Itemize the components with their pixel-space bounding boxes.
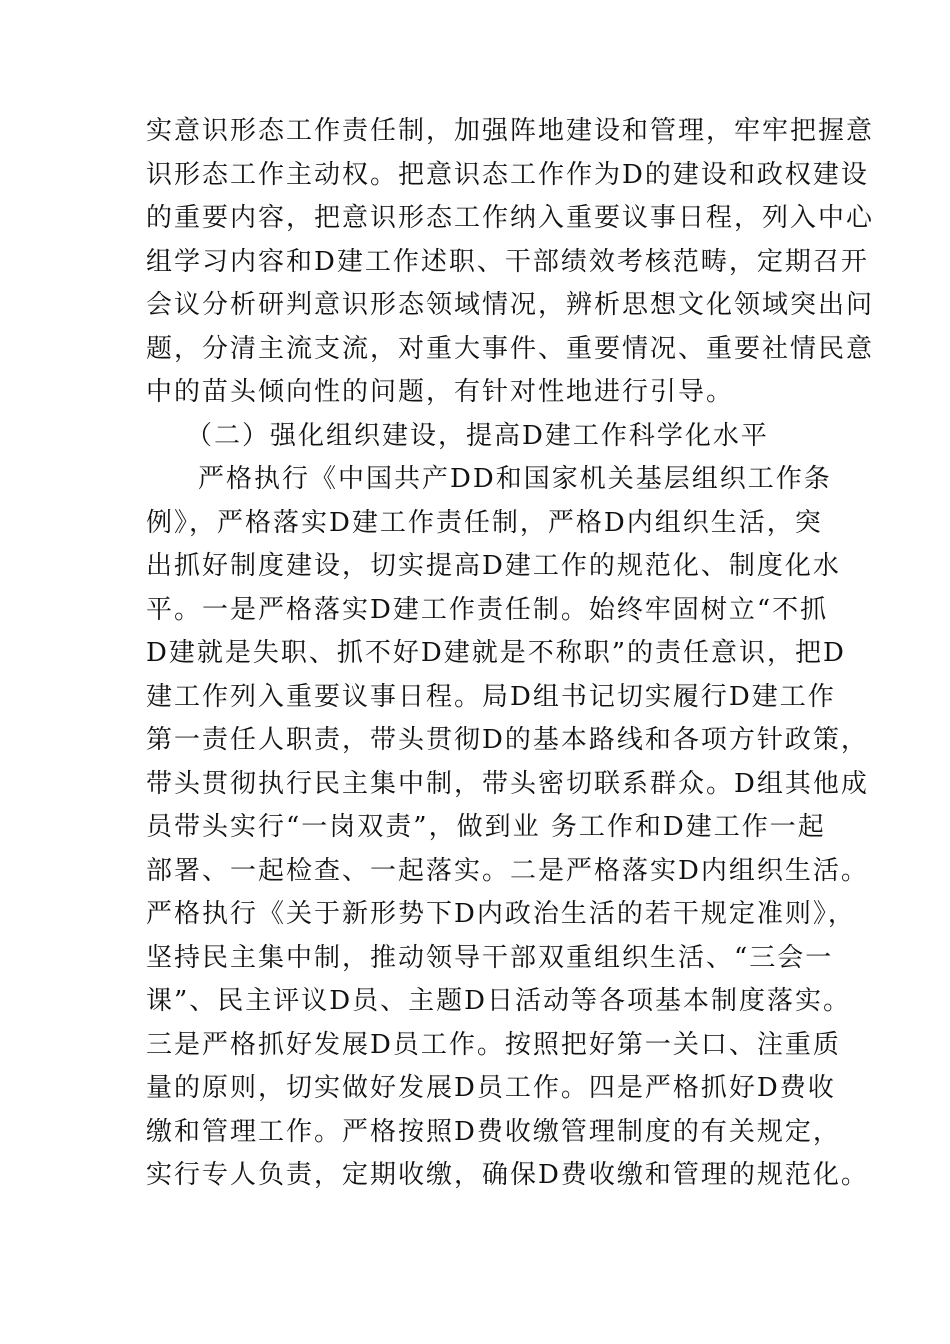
section-heading: （二）强化组织建设，提高D建工作科学化水平	[186, 420, 769, 451]
text-line: 缴和管理工作。严格按照D费收缴管理制度的有关规定，	[146, 1116, 841, 1147]
text-line: 量的原则，切实做好发展D员工作。四是严格抓好D费收	[146, 1073, 836, 1103]
text-line: 会议分析研判意识形态领域情况，辨析思想文化领域突出问	[146, 290, 875, 320]
text-line: 坚持民主集中制，推动领导干部双重组织生活、“三会一	[146, 942, 834, 973]
text-line: 员带头实行“一岗双责”，做到业 务工作和D建工作一起	[146, 812, 826, 842]
text-line: 课”、民主评议D员、主题D日活动等各项基本制度落实。	[146, 986, 851, 1016]
text-line: 中的苗头倾向性的问题，有针对性地进行引导。	[146, 377, 735, 407]
text-line: 识形态工作主动权。把意识态工作作为D的建设和政权建设	[146, 159, 869, 190]
text-line: 建工作列入重要议事日程。局D组书记切实履行D建工作	[146, 681, 836, 712]
document-body	[146, 110, 875, 1198]
text-line: 三是严格抓好发展D员工作。按照把好第一关口、注重质	[146, 1029, 841, 1060]
paragraph-first-line: 严格执行《中国共产DD和国家机关基层组织工作条	[198, 464, 832, 494]
text-line: 部署、一起检查、一起落实。二是严格落实D内组织生活。	[146, 855, 869, 886]
text-line: 平。一是严格落实D建工作责任制。始终牢固树立“不抓	[146, 594, 829, 625]
text-line: 实行专人负责，定期收缴，确保D费收缴和管理的规范化。	[146, 1160, 869, 1190]
text-line: 组学习内容和D建工作述职、干部绩效考核范畴，定期召开	[146, 246, 869, 277]
text-line: 出抓好制度建设，切实提高D建工作的规范化、制度化水	[146, 551, 841, 581]
text-line: 例》，严格落实D建工作责任制，严格D内组织生活，突	[146, 507, 823, 538]
text-line: 带头贯彻执行民主集中制，带头密切联系群众。D组其他成	[146, 768, 869, 799]
text-line: 实意识形态工作责任制，加强阵地建设和管理，牢牢把握意	[146, 116, 875, 146]
text-line: 严格执行《关于新形势下D内政治生活的若干规定准则》，	[146, 899, 856, 929]
text-line: 第一责任人职责，带头贯彻D的基本路线和各项方针政策，	[146, 725, 869, 755]
text-line: D建就是失职、抓不好D建就是不称职”的责任意识，把D	[146, 638, 846, 668]
text-line: 的重要内容，把意识形态工作纳入重要议事日程，列入中心	[146, 203, 875, 233]
text-line: 题，分清主流支流，对重大事件、重要情况、重要社情民意	[146, 333, 875, 364]
